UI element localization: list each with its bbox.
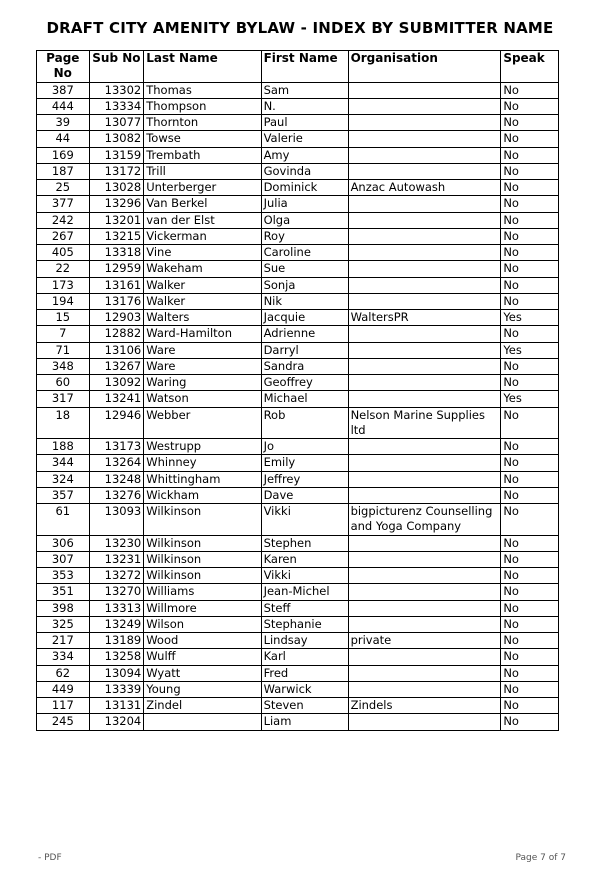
table-row: [37, 147, 559, 163]
table-row: [37, 228, 559, 244]
sub-no-cell: 12959: [89, 261, 144, 277]
table-row: [37, 616, 559, 632]
first-name-cell: Dave: [261, 487, 348, 503]
table-row: [37, 82, 559, 98]
organisation-cell: [348, 131, 501, 147]
sub-no-cell: 13231: [89, 551, 144, 567]
sub-no-cell: 13296: [89, 196, 144, 212]
table-row: [37, 714, 559, 730]
speak-cell: No: [501, 163, 559, 179]
first-name-cell: Michael: [261, 391, 348, 407]
first-name-cell: Jeffrey: [261, 471, 348, 487]
table-row: [37, 131, 559, 147]
sub-no-cell: 13176: [89, 293, 144, 309]
first-name-cell: Karen: [261, 551, 348, 567]
first-name-cell: Adrienne: [261, 326, 348, 342]
speak-cell: No: [501, 326, 559, 342]
organisation-cell: [348, 212, 501, 228]
sub-no-cell: 13092: [89, 375, 144, 391]
first-name-cell: Sonja: [261, 277, 348, 293]
submitter-index-table: [36, 50, 559, 731]
first-name-cell: Steven: [261, 698, 348, 714]
speak-cell: No: [501, 600, 559, 616]
sub-no-cell: 13334: [89, 98, 144, 114]
sub-no-cell: 13249: [89, 616, 144, 632]
first-name-cell: Lindsay: [261, 633, 348, 649]
sub-no-cell: 12946: [89, 407, 144, 439]
first-name-cell: Rob: [261, 407, 348, 439]
last-name-cell: Wood: [144, 633, 261, 649]
organisation-cell: bigpicturenz Counselling and Yoga Company: [348, 504, 501, 536]
speak-cell: No: [501, 487, 559, 503]
page-no-cell: 444: [37, 98, 90, 114]
page-no-cell: 60: [37, 375, 90, 391]
organisation-cell: [348, 681, 501, 697]
organisation-cell: [348, 714, 501, 730]
last-name-cell: Thornton: [144, 115, 261, 131]
speak-cell: No: [501, 535, 559, 551]
last-name-cell: Whittingham: [144, 471, 261, 487]
sub-no-cell: 13131: [89, 698, 144, 714]
organisation-cell: [348, 649, 501, 665]
speak-cell: No: [501, 375, 559, 391]
organisation-cell: [348, 228, 501, 244]
page-no-cell: 306: [37, 535, 90, 551]
first-name-cell: Karl: [261, 649, 348, 665]
organisation-cell: [348, 277, 501, 293]
header-organisation: Organisation: [348, 51, 501, 83]
last-name-cell: Wilkinson: [144, 551, 261, 567]
document-title: DRAFT CITY AMENITY BYLAW - INDEX BY SUBMITTER NAME: [46, 19, 554, 37]
sub-no-cell: 13264: [89, 455, 144, 471]
last-name-cell: Walters: [144, 310, 261, 326]
sub-no-cell: 13313: [89, 600, 144, 616]
page-no-cell: 25: [37, 180, 90, 196]
last-name-cell: Thompson: [144, 98, 261, 114]
table-row: [37, 649, 559, 665]
speak-cell: Yes: [501, 391, 559, 407]
organisation-cell: [348, 82, 501, 98]
first-name-cell: Vikki: [261, 504, 348, 536]
page-no-cell: 307: [37, 551, 90, 567]
first-name-cell: Liam: [261, 714, 348, 730]
speak-cell: No: [501, 212, 559, 228]
last-name-cell: Wilson: [144, 616, 261, 632]
organisation-cell: WaltersPR: [348, 310, 501, 326]
speak-cell: No: [501, 277, 559, 293]
speak-cell: No: [501, 245, 559, 261]
table-row: [37, 196, 559, 212]
sub-no-cell: 12903: [89, 310, 144, 326]
last-name-cell: van der Elst: [144, 212, 261, 228]
sub-no-cell: 13189: [89, 633, 144, 649]
speak-cell: No: [501, 261, 559, 277]
page-no-cell: 169: [37, 147, 90, 163]
sub-no-cell: 13172: [89, 163, 144, 179]
speak-cell: No: [501, 228, 559, 244]
organisation-cell: [348, 616, 501, 632]
sub-no-cell: 13318: [89, 245, 144, 261]
first-name-cell: Olga: [261, 212, 348, 228]
sub-no-cell: 13028: [89, 180, 144, 196]
table-row: [37, 407, 559, 439]
organisation-cell: [348, 293, 501, 309]
speak-cell: No: [501, 82, 559, 98]
last-name-cell: Wakeham: [144, 261, 261, 277]
page-no-cell: 357: [37, 487, 90, 503]
table-row: [37, 439, 559, 455]
table-row: [37, 681, 559, 697]
organisation-cell: [348, 163, 501, 179]
table-row: [37, 342, 559, 358]
organisation-cell: [348, 98, 501, 114]
last-name-cell: Whinney: [144, 455, 261, 471]
last-name-cell: Trill: [144, 163, 261, 179]
page-no-cell: 325: [37, 616, 90, 632]
speak-cell: No: [501, 584, 559, 600]
page-no-cell: 449: [37, 681, 90, 697]
first-name-cell: Sue: [261, 261, 348, 277]
speak-cell: No: [501, 681, 559, 697]
speak-cell: No: [501, 471, 559, 487]
speak-cell: No: [501, 568, 559, 584]
table-row: [37, 568, 559, 584]
first-name-cell: Valerie: [261, 131, 348, 147]
sub-no-cell: 13082: [89, 131, 144, 147]
table-row: [37, 665, 559, 681]
speak-cell: No: [501, 649, 559, 665]
page-no-cell: 62: [37, 665, 90, 681]
last-name-cell: Trembath: [144, 147, 261, 163]
table-row: [37, 245, 559, 261]
first-name-cell: Jo: [261, 439, 348, 455]
page-no-cell: 39: [37, 115, 90, 131]
sub-no-cell: 13201: [89, 212, 144, 228]
last-name-cell: Wulff: [144, 649, 261, 665]
page-no-cell: 377: [37, 196, 90, 212]
page-no-cell: 22: [37, 261, 90, 277]
table-row: [37, 115, 559, 131]
page-no-cell: 7: [37, 326, 90, 342]
speak-cell: No: [501, 698, 559, 714]
organisation-cell: [348, 147, 501, 163]
speak-cell: No: [501, 714, 559, 730]
table-row: [37, 633, 559, 649]
header-first-name: First Name: [261, 51, 348, 83]
page-no-cell: 317: [37, 391, 90, 407]
page-no-cell: 334: [37, 649, 90, 665]
organisation-cell: [348, 568, 501, 584]
first-name-cell: Paul: [261, 115, 348, 131]
header-sub-no: Sub No: [89, 51, 144, 83]
last-name-cell: Willmore: [144, 600, 261, 616]
last-name-cell: Wilkinson: [144, 504, 261, 536]
table-row: [37, 163, 559, 179]
page-no-cell: 44: [37, 131, 90, 147]
speak-cell: No: [501, 439, 559, 455]
organisation-cell: [348, 600, 501, 616]
sub-no-cell: 13339: [89, 681, 144, 697]
organisation-cell: [348, 584, 501, 600]
organisation-cell: [348, 358, 501, 374]
first-name-cell: Jean-Michel: [261, 584, 348, 600]
first-name-cell: Emily: [261, 455, 348, 471]
speak-cell: No: [501, 98, 559, 114]
sub-no-cell: 12882: [89, 326, 144, 342]
organisation-cell: Anzac Autowash: [348, 180, 501, 196]
organisation-cell: [348, 326, 501, 342]
speak-cell: No: [501, 616, 559, 632]
table-row: [37, 471, 559, 487]
first-name-cell: Dominick: [261, 180, 348, 196]
page-no-cell: 173: [37, 277, 90, 293]
page-no-cell: 398: [37, 600, 90, 616]
first-name-cell: Sandra: [261, 358, 348, 374]
page-no-cell: 71: [37, 342, 90, 358]
last-name-cell: Walker: [144, 277, 261, 293]
last-name-cell: [144, 714, 261, 730]
sub-no-cell: 13159: [89, 147, 144, 163]
table-row: [37, 310, 559, 326]
table-row: [37, 261, 559, 277]
page-no-cell: 324: [37, 471, 90, 487]
speak-cell: No: [501, 131, 559, 147]
speak-cell: No: [501, 180, 559, 196]
first-name-cell: Nik: [261, 293, 348, 309]
last-name-cell: Wyatt: [144, 665, 261, 681]
organisation-cell: Zindels: [348, 698, 501, 714]
sub-no-cell: 13230: [89, 535, 144, 551]
speak-cell: No: [501, 633, 559, 649]
speak-cell: Yes: [501, 310, 559, 326]
table-row: [37, 326, 559, 342]
first-name-cell: Vikki: [261, 568, 348, 584]
table-row: [37, 551, 559, 567]
speak-cell: No: [501, 147, 559, 163]
sub-no-cell: 13267: [89, 358, 144, 374]
table-row: [37, 277, 559, 293]
sub-no-cell: 13077: [89, 115, 144, 131]
speak-cell: No: [501, 358, 559, 374]
header-last-name: Last Name: [144, 51, 261, 83]
page-no-cell: 217: [37, 633, 90, 649]
organisation-cell: [348, 391, 501, 407]
speak-cell: No: [501, 407, 559, 439]
first-name-cell: N.: [261, 98, 348, 114]
page-no-cell: 117: [37, 698, 90, 714]
last-name-cell: Wilkinson: [144, 568, 261, 584]
table-row: [37, 180, 559, 196]
last-name-cell: Wickham: [144, 487, 261, 503]
header-page-no: Page No: [37, 51, 90, 83]
last-name-cell: Van Berkel: [144, 196, 261, 212]
sub-no-cell: 13270: [89, 584, 144, 600]
sub-no-cell: 13106: [89, 342, 144, 358]
last-name-cell: Ware: [144, 342, 261, 358]
speak-cell: No: [501, 115, 559, 131]
table-row: [37, 487, 559, 503]
table-row: [37, 391, 559, 407]
first-name-cell: Sam: [261, 82, 348, 98]
organisation-cell: [348, 342, 501, 358]
sub-no-cell: 13094: [89, 665, 144, 681]
first-name-cell: Julia: [261, 196, 348, 212]
footer-page-number: Page 7 of 7: [515, 853, 566, 863]
first-name-cell: Roy: [261, 228, 348, 244]
page-no-cell: 344: [37, 455, 90, 471]
first-name-cell: Warwick: [261, 681, 348, 697]
page-no-cell: 353: [37, 568, 90, 584]
organisation-cell: [348, 455, 501, 471]
sub-no-cell: 13302: [89, 82, 144, 98]
header-speak: Speak: [501, 51, 559, 83]
first-name-cell: Jacquie: [261, 310, 348, 326]
first-name-cell: Amy: [261, 147, 348, 163]
table-row: [37, 358, 559, 374]
table-row: [37, 212, 559, 228]
last-name-cell: Watson: [144, 391, 261, 407]
page-no-cell: 18: [37, 407, 90, 439]
table-row: [37, 98, 559, 114]
table-row: [37, 535, 559, 551]
page-no-cell: 188: [37, 439, 90, 455]
organisation-cell: [348, 471, 501, 487]
first-name-cell: Govinda: [261, 163, 348, 179]
page-no-cell: 242: [37, 212, 90, 228]
sub-no-cell: 13276: [89, 487, 144, 503]
page-no-cell: 267: [37, 228, 90, 244]
sub-no-cell: 13248: [89, 471, 144, 487]
speak-cell: No: [501, 455, 559, 471]
table-row: [37, 375, 559, 391]
organisation-cell: [348, 375, 501, 391]
last-name-cell: Young: [144, 681, 261, 697]
last-name-cell: Vickerman: [144, 228, 261, 244]
organisation-cell: [348, 665, 501, 681]
first-name-cell: Caroline: [261, 245, 348, 261]
last-name-cell: Walker: [144, 293, 261, 309]
organisation-cell: [348, 261, 501, 277]
first-name-cell: Steff: [261, 600, 348, 616]
footer-source: - PDF: [38, 853, 62, 863]
last-name-cell: Unterberger: [144, 180, 261, 196]
sub-no-cell: 13241: [89, 391, 144, 407]
sub-no-cell: 13161: [89, 277, 144, 293]
first-name-cell: Stephanie: [261, 616, 348, 632]
last-name-cell: Towse: [144, 131, 261, 147]
last-name-cell: Ward-Hamilton: [144, 326, 261, 342]
last-name-cell: Vine: [144, 245, 261, 261]
last-name-cell: Thomas: [144, 82, 261, 98]
page-no-cell: 15: [37, 310, 90, 326]
sub-no-cell: 13204: [89, 714, 144, 730]
table-row: [37, 293, 559, 309]
organisation-cell: [348, 115, 501, 131]
last-name-cell: Williams: [144, 584, 261, 600]
speak-cell: No: [501, 293, 559, 309]
organisation-cell: [348, 196, 501, 212]
speak-cell: No: [501, 665, 559, 681]
first-name-cell: Geoffrey: [261, 375, 348, 391]
last-name-cell: Wilkinson: [144, 535, 261, 551]
organisation-cell: [348, 439, 501, 455]
last-name-cell: Ware: [144, 358, 261, 374]
organisation-cell: private: [348, 633, 501, 649]
last-name-cell: Waring: [144, 375, 261, 391]
page-no-cell: 351: [37, 584, 90, 600]
first-name-cell: Darryl: [261, 342, 348, 358]
speak-cell: Yes: [501, 342, 559, 358]
first-name-cell: Stephen: [261, 535, 348, 551]
table-row: [37, 455, 559, 471]
speak-cell: No: [501, 504, 559, 536]
organisation-cell: Nelson Marine Supplies ltd: [348, 407, 501, 439]
table-row: [37, 584, 559, 600]
page-no-cell: 194: [37, 293, 90, 309]
sub-no-cell: 13258: [89, 649, 144, 665]
sub-no-cell: 13272: [89, 568, 144, 584]
table-row: [37, 698, 559, 714]
last-name-cell: Webber: [144, 407, 261, 439]
sub-no-cell: 13173: [89, 439, 144, 455]
page-no-cell: 245: [37, 714, 90, 730]
page-no-cell: 348: [37, 358, 90, 374]
organisation-cell: [348, 487, 501, 503]
last-name-cell: Westrupp: [144, 439, 261, 455]
organisation-cell: [348, 535, 501, 551]
page-no-cell: 405: [37, 245, 90, 261]
page-no-cell: 187: [37, 163, 90, 179]
first-name-cell: Fred: [261, 665, 348, 681]
page-no-cell: 61: [37, 504, 90, 536]
sub-no-cell: 13093: [89, 504, 144, 536]
speak-cell: No: [501, 551, 559, 567]
table-row: [37, 600, 559, 616]
sub-no-cell: 13215: [89, 228, 144, 244]
table-row: [37, 504, 559, 536]
speak-cell: No: [501, 196, 559, 212]
last-name-cell: Zindel: [144, 698, 261, 714]
organisation-cell: [348, 245, 501, 261]
page-no-cell: 387: [37, 82, 90, 98]
organisation-cell: [348, 551, 501, 567]
table-header-row: [37, 51, 559, 83]
